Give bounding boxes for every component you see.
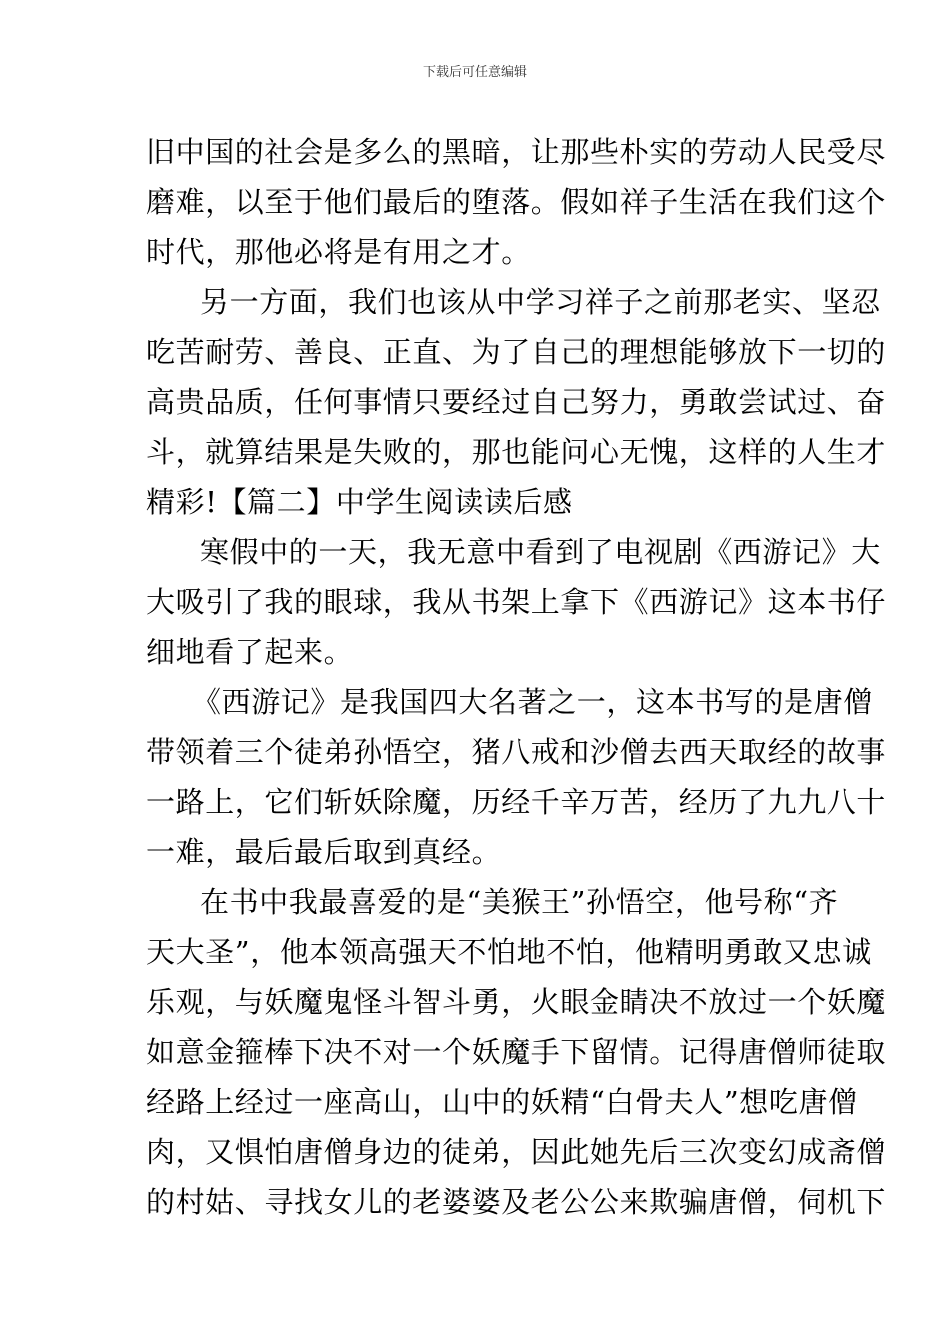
paragraph-start-line: 寒假中的一天，我无意中看到了电视剧《西游记》大 xyxy=(200,535,881,569)
text-line: 带领着三个徒弟孙悟空，猪八戒和沙僧去西天取经的故事 xyxy=(146,735,887,769)
text-line: 肉，又惧怕唐僧身边的徒弟，因此她先后三次变幻成斋僧 xyxy=(146,1135,887,1169)
document-body xyxy=(146,127,887,1227)
text-line: 经路上经过一座高山，山中的妖精“白骨夫人”想吃唐僧 xyxy=(146,1085,858,1119)
text-line: 一路上，它们斩妖除魔，历经千辛万苦，经历了九九八十 xyxy=(146,785,887,819)
text-line: 细地看了起来。 xyxy=(146,635,354,669)
text-line: 磨难，以至于他们最后的堕落。假如祥子生活在我们这个 xyxy=(146,185,887,219)
text-line: 大吸引了我的眼球，我从书架上拿下《西游记》这本书仔 xyxy=(146,585,887,619)
paragraph-start-line: 在书中我最喜爱的是“美猴王”孙悟空，他号称“齐 xyxy=(200,885,839,919)
text-line: 精彩!【篇二】中学生阅读读后感 xyxy=(146,485,573,519)
text-line: 时代，那他必将是有用之才。 xyxy=(146,235,531,269)
text-line: 高贵品质，任何事情只要经过自己努力，勇敢尝试过、奋 xyxy=(146,385,887,419)
text-line: 吃苦耐劳、善良、正直、为了自己的理想能够放下一切的 xyxy=(146,335,887,369)
text-line: 斗，就算结果是失败的，那也能问心无愧，这样的人生才 xyxy=(146,435,887,469)
paragraph-start-line: 另一方面，我们也该从中学习祥子之前那老实、坚忍 xyxy=(200,285,881,319)
text-line: 乐观，与妖魔鬼怪斗智斗勇，火眼金睛决不放过一个妖魔 xyxy=(146,985,887,1019)
page-header: 下载后可任意编辑 xyxy=(422,65,527,80)
text-line: 天大圣”，他本领高强天不怕地不怕，他精明勇敢又忠诚 xyxy=(146,935,872,969)
text-line: 旧中国的社会是多么的黑暗，让那些朴实的劳动人民受尽 xyxy=(146,135,887,169)
text-line: 如意金箍棒下决不对一个妖魔手下留情。记得唐僧师徒取 xyxy=(146,1035,887,1069)
text-line: 一难，最后最后取到真经。 xyxy=(146,835,502,869)
paragraph-start-line: 《西游记》是我国四大名著之一，这本书写的是唐僧 xyxy=(192,685,873,719)
text-line: 的村姑、寻找女儿的老婆婆及老公公来欺骗唐僧，伺机下 xyxy=(146,1185,887,1219)
